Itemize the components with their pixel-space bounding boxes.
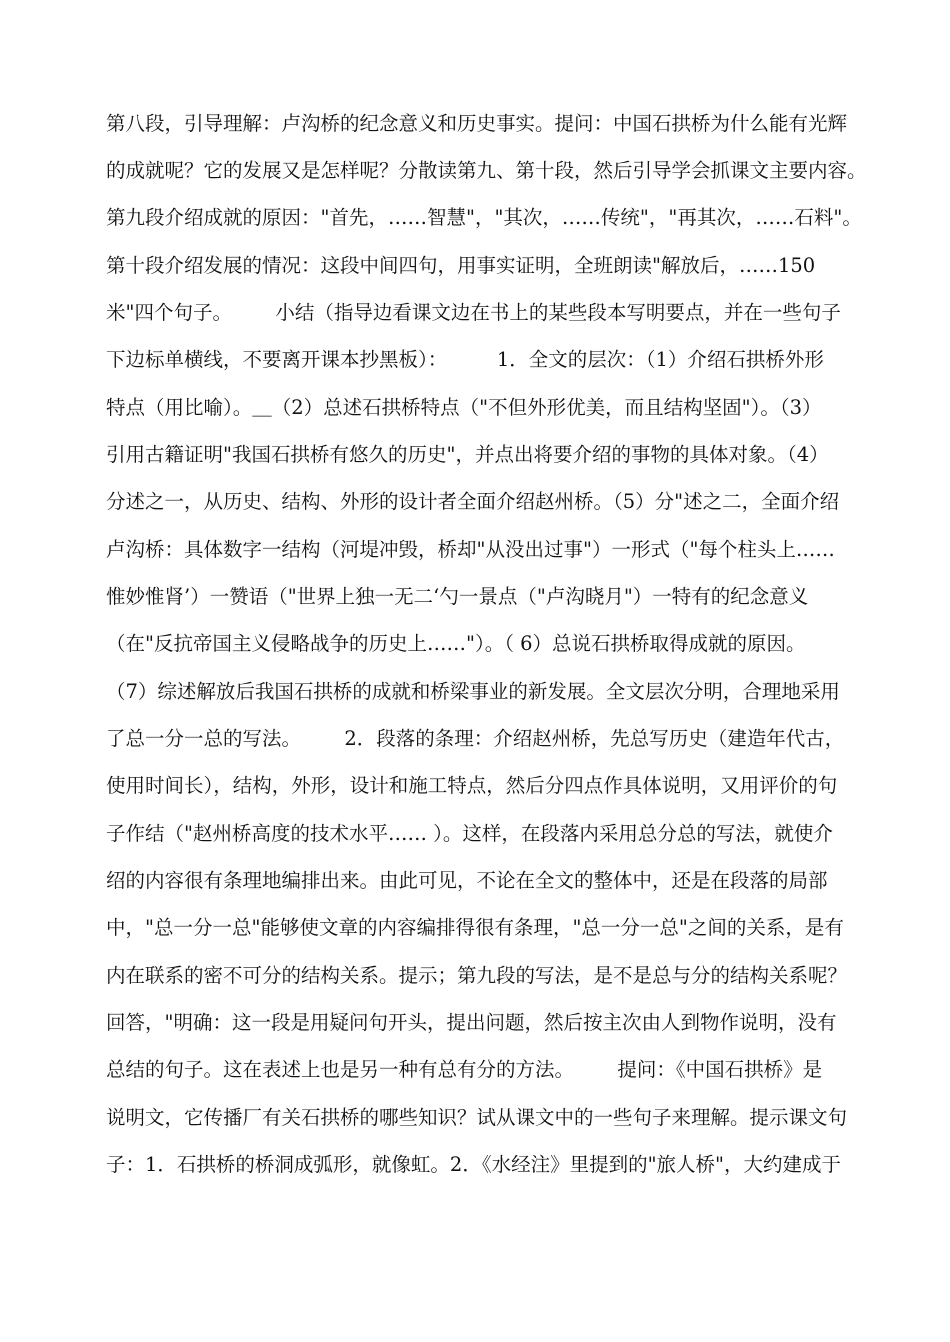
text-line: 特点（用比喻）。＿（2）总述石拱桥特点（"不但外形优美，而且结构坚固"）。（3）: [106, 396, 822, 419]
text-line: 绍的内容很有条理地编排出来。由此可见，不论在全文的整体中，还是在段落的局部: [106, 869, 828, 892]
text-line: 第九段介绍成就的原因："首先，……智慧"，"其次，……传统"，"再其次，……石料"。: [106, 206, 862, 229]
text-line: 卢沟桥：具体数字一结构（河堤冲毁，桥却"从没出过事"）一形式（"每个柱头上……: [106, 538, 835, 561]
text-line: 内在联系的密不可分的结构关系。提示；第九段的写法，是不是总与分的结构关系呢？: [106, 964, 848, 987]
text-line: 子：1．石拱桥的桥洞成弧形，就像虹。2．《水经注》里提到的"旅人桥"，大约建成于: [106, 1153, 842, 1176]
text-line: 说明文，它传播厂有关石拱桥的哪些知识？试从课文中的一些句子来理解。提示课文句: [106, 1106, 848, 1129]
text-line: 使用时间长），结构，外形，设计和施工特点，然后分四点作具体说明，又用评价的句: [106, 774, 838, 797]
text-line: （7）综述解放后我国石拱桥的成就和桥梁事业的新发展。全文层次分明，合理地采用: [106, 680, 840, 703]
text-line: 子作结（"赵州桥高度的技术水平…… ）。这样，在段落内采用总分总的写法，就使介: [106, 822, 833, 845]
text-line: 米"四个句子。 小结（指导边看课文边在书上的某些段本写明要点，并在一些句子: [106, 301, 841, 324]
text-line: 引用古籍证明"我国石拱桥有悠久的历史"，并点出将要介绍的事物的具体对象。（4）: [106, 443, 829, 466]
text-line: 总结的句子。这在表述上也是另一种有总有分的方法。 提问：《中国石拱桥》是: [106, 1058, 823, 1081]
text-line: 回答，"明确：这一段是用疑问句开头，提出问题，然后按主次由人到物作说明，没有: [106, 1011, 837, 1034]
text-line: 惟妙惟肾’）一赞语（"世界上独一无二‘勺一景点（"卢沟晓月"）一特有的纪念意义: [106, 585, 809, 608]
text-line: 的成就呢？它的发展又是怎样呢？分散读第九、第十段，然后引导学会抓课文主要内容。: [106, 159, 867, 182]
text-line: 第八段，引导理解：卢沟桥的纪念意义和历史事实。提问：中国石拱桥为什么能有光辉: [106, 112, 848, 135]
text-line: （在"反抗帝国主义侵略战争的历史上……"）。（ 6）总说石拱桥取得成就的原因。: [106, 632, 806, 655]
text-line: 第十段介绍发展的情况：这段中间四句，用事实证明，全班朗读"解放后，……150: [106, 254, 816, 277]
text-line: 分述之一，从历史、结构、外形的设计者全面介绍赵州桥。（5）分"述之二，全面介绍: [106, 490, 840, 513]
text-line: 下边标单横线，不要离开课本抄黑板）： 1．全文的层次：（1）介绍石拱桥外形: [106, 348, 824, 371]
text-line: 了总一分一总的写法。 2．段落的条理：介绍赵州桥，先总写历史（建造年代古，: [106, 727, 845, 750]
text-line: 中，"总一分一总"能够使文章的内容编排得很有条理，"总一分一总"之间的关系，是有: [106, 916, 844, 939]
